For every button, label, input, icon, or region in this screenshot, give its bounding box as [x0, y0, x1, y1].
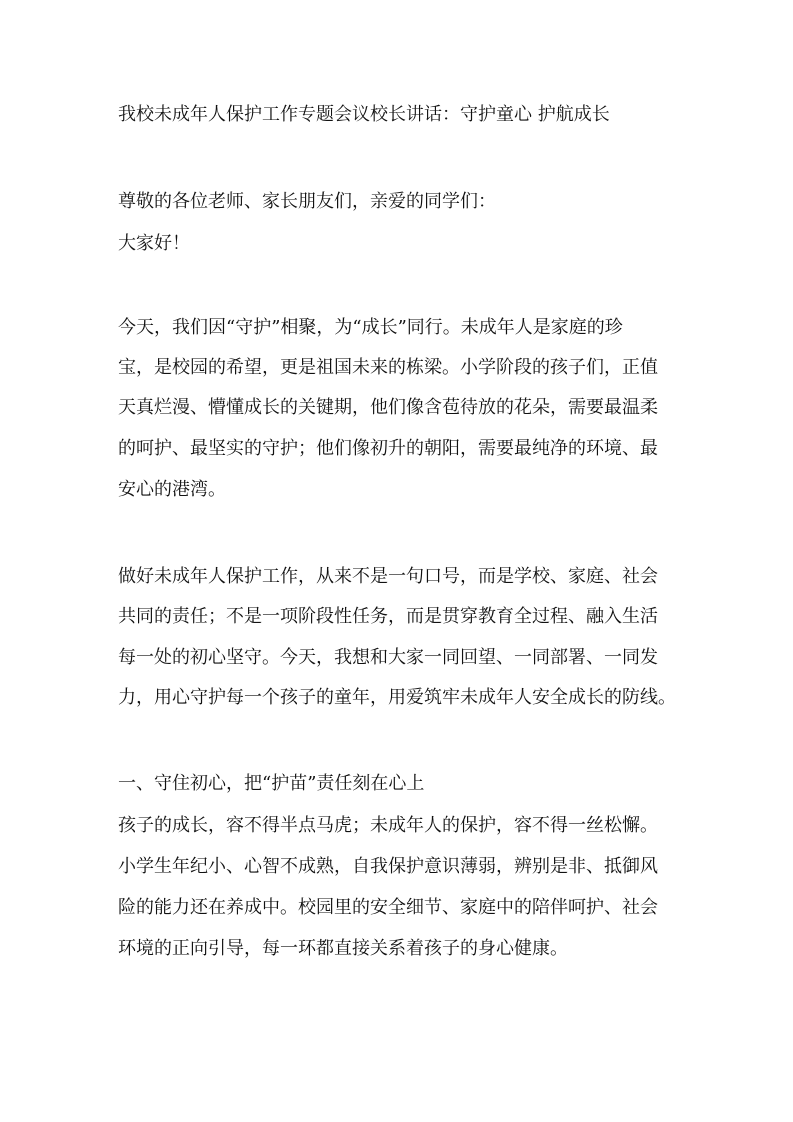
paragraph-3-line-4: 环境的正向引导，每一环都直接关系着孩子的身心健康。	[118, 938, 568, 959]
paragraph-1-line-3: 天真烂漫、懵懂成长的关键期，他们像含苞待放的花朵，需要最温柔	[118, 397, 658, 418]
document-title: 我校未成年人保护工作专题会议校长讲话：守护童心 护航成长	[118, 104, 610, 125]
paragraph-2-line-1: 做好未成年人保护工作，从来不是一句口号，而是学校、家庭、社会	[118, 566, 658, 587]
paragraph-2-line-4: 力，用心守护每一个孩子的童年，用爱筑牢未成年人安全成长的防线。	[118, 687, 676, 708]
paragraph-1-line-2: 宝，是校园的希望，更是祖国未来的栋梁。小学阶段的孩子们，正值	[118, 357, 658, 378]
paragraph-2-line-2: 共同的责任；不是一项阶段性任务，而是贯穿教育全过程、融入生活	[118, 606, 658, 627]
paragraph-1-line-1: 今天，我们因“守护”相聚，为“成长”同行。未成年人是家庭的珍	[118, 317, 623, 338]
paragraph-3-line-2: 小学生年纪小、心智不成熟，自我保护意识薄弱，辨别是非、抵御风	[118, 856, 658, 877]
paragraph-3-line-3: 险的能力还在养成中。校园里的安全细节、家庭中的陪伴呵护、社会	[118, 897, 658, 918]
paragraph-2-line-3: 每一处的初心坚守。今天，我想和大家一同回望、一同部署、一同发	[118, 647, 658, 668]
section-1-heading: 一、守住初心，把“护苗”责任刻在心上	[118, 773, 425, 794]
paragraph-3-line-1: 孩子的成长，容不得半点马虎；未成年人的保护，容不得一丝松懈。	[118, 815, 658, 836]
greeting-line: 尊敬的各位老师、家长朋友们，亲爱的同学们：	[118, 191, 496, 212]
greeting-line-2: 大家好！	[118, 233, 190, 254]
paragraph-1-line-5: 安心的港湾。	[118, 479, 226, 500]
paragraph-1-line-4: 的呵护、最坚实的守护；他们像初升的朝阳，需要最纯净的环境、最	[118, 438, 658, 459]
